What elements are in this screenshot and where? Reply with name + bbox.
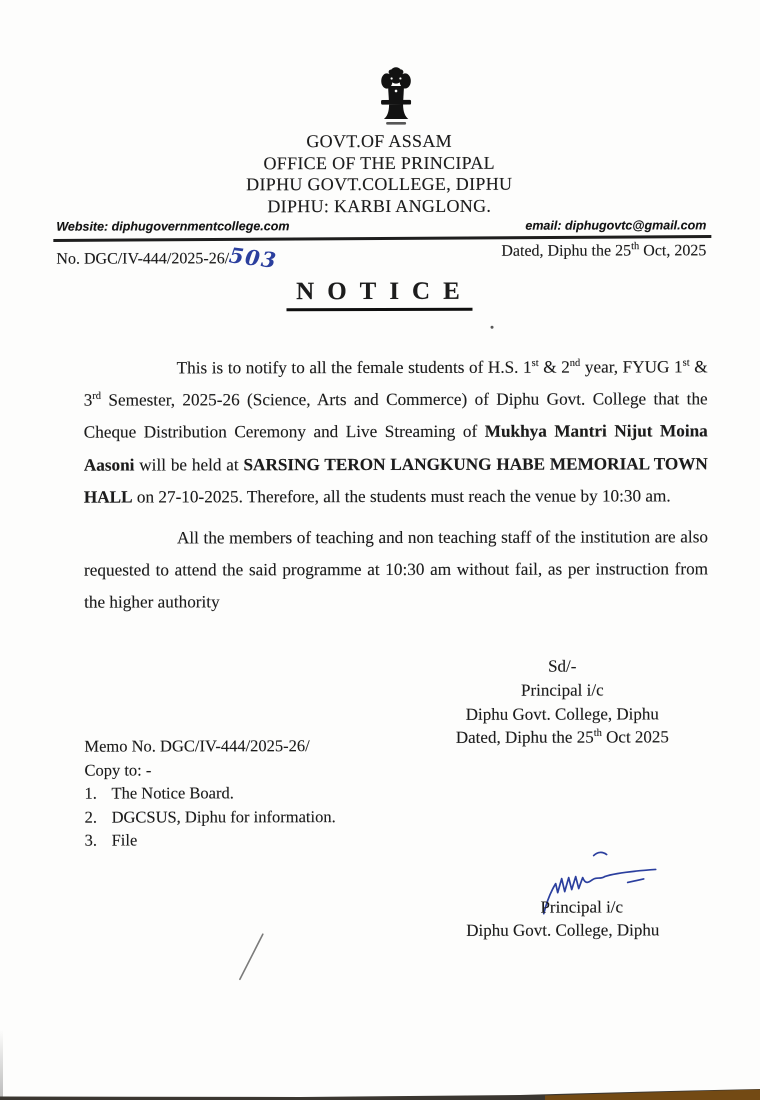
header-divider [53,235,711,241]
reference-number-text: No. DGC/IV-444/2025-26/ [56,250,230,268]
copy-item-text: DGCSUS, Diphu for information. [111,806,336,827]
venue-name-bold: SARSING TERON LANGKUNG HABE MEMORIAL TOWN HALL [83,453,708,507]
contact-row [56,218,706,233]
p1-text: This is to notify to all the female students of H.S. 1 [176,357,532,378]
footer-designation: Principal i/c [540,897,624,917]
signature-date-text: Dated, Diphu the 25 [455,727,594,748]
issue-date [501,242,706,260]
issue-date-ordinal: th [631,241,640,253]
p1-sup-1st: st [531,357,539,369]
scheme-name-bold: Mukhya Mantri Nijut Moina Aasoni [83,421,708,475]
reference-number [56,242,279,274]
letterhead-line-district: DIPHU: KARBI ANGLONG. [267,195,492,216]
signature-date-ordinal: th [593,728,602,740]
footer-signature-block [449,896,677,941]
p1-text: & 3 [83,357,708,410]
reference-row [56,241,707,274]
copy-item-number: 2. [84,807,97,827]
p1-text: Semester, 2025-26 (Science, Arts and Commerce) of Diphu Govt. College that the Cheque Distribution Ceremony and Live Streaming of [83,389,708,443]
satyameva-jayate-motto [386,122,406,125]
copy-to-label: Copy to: - [84,759,152,780]
signature-date [446,726,678,750]
copy-item-text: File [111,830,138,850]
ashoka-emblem-icon [377,66,415,128]
handwritten-serial-number: 503 [227,242,279,274]
signature-date-tail: Oct 2025 [601,727,669,747]
memo-number: Memo No. DGC/IV-444/2025-26/ [84,736,310,756]
authority-institution: Diphu Govt. College, Diphu [465,704,659,724]
email-text: email: diphugovtc@gmail.com [525,218,707,233]
p1-text: on 27-10-2025. Therefore, all the students must reach the venue by 10:30 am. [132,486,671,507]
authority-designation: Principal i/c [520,680,604,700]
p1-text: will be held at [134,454,244,475]
notice-title: NOTICE [286,278,473,311]
copy-item-2 [85,805,336,829]
letterhead [0,130,759,218]
copy-item-number: 1. [84,783,97,803]
footer-institution: Diphu Govt. College, Diphu [466,919,660,940]
p1-sup-2nd: nd [569,357,581,369]
letterhead-line-college: DIPHU GOVT.COLLEGE, DIPHU [246,173,513,195]
copy-item-1 [84,781,335,805]
scan-edge-desk-bottom [0,1086,760,1100]
p1-text: & 2 [538,357,570,377]
letterhead-line-office: OFFICE OF THE PRINCIPAL [263,152,495,173]
notice-body [84,351,709,619]
copy-item-number: 3. [84,830,98,850]
stray-pen-slash [229,926,274,986]
memo-block [84,734,335,852]
issue-date-text: Dated, Diphu the 25 [501,242,632,260]
body-paragraph-2: All the members of teaching and non teaching staff of the institution are also requested to attend the said programme at 10:30 am without fail, as per instruction from the higher authority [84,527,709,613]
p1-sup-3rd: rd [92,391,102,403]
authority-signature-block [446,654,678,750]
letterhead-line-govt: GOVT.OF ASSAM [306,130,452,152]
stray-ink-dot [491,326,494,329]
copy-item-3 [85,828,336,852]
copy-item-text: The Notice Board. [111,783,234,803]
sd-label: Sd/- [548,656,577,676]
website-text: Website: diphugovernmentcollege.com [56,219,290,234]
p1-text: year, FYUG 1 [580,357,683,377]
p1-sup-1st-fyug: st [682,357,690,369]
body-paragraph-1 [84,351,708,513]
issue-date-tail: Oct, 2025 [639,242,707,260]
